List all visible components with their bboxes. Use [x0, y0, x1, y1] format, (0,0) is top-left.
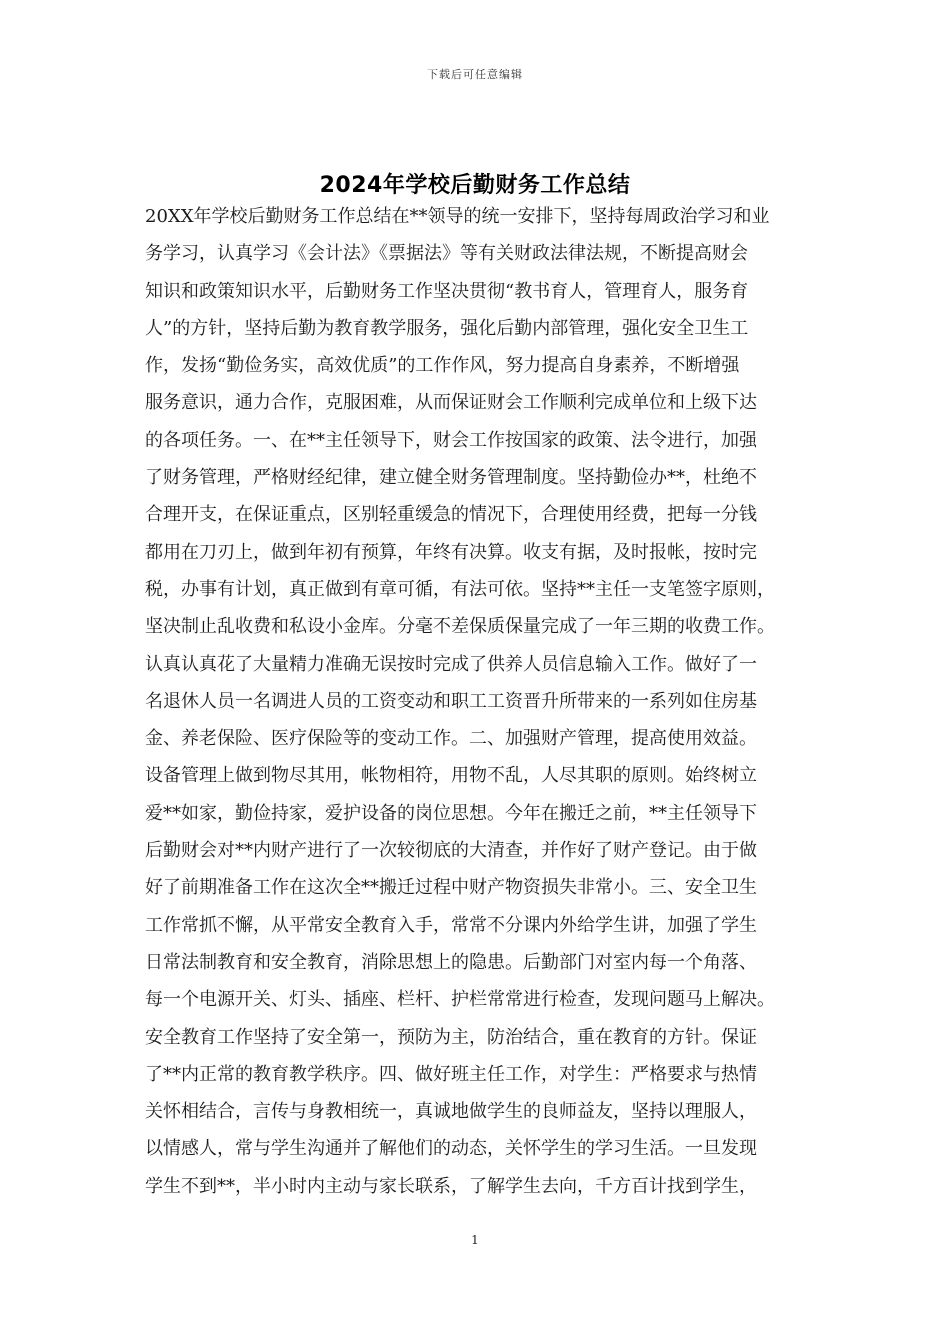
- body-line: 设备管理上做到物尽其用，帐物相符，用物不乱，人尽其职的原则。始终树立: [145, 765, 757, 787]
- body-line: 务学习，认真学习《会计法》《票据法》等有关财政法律法规，不断提高财会: [145, 243, 748, 265]
- body-line: 合理开支，在保证重点，区别轻重缓急的情况下，合理使用经费，把每一分钱: [145, 504, 757, 526]
- body-line: 都用在刀刃上，做到年初有预算，年终有决算。收支有据，及时报帐，按时完: [145, 541, 757, 563]
- body-line: 名退休人员一名调进人员的工资变动和职工工资晋升所带来的一系列如住房基: [145, 690, 757, 712]
- page-number: 1: [471, 1233, 479, 1247]
- document-body: [145, 198, 815, 1205]
- body-line: 工作常抓不懈，从平常安全教育入手，常常不分课内外给学生讲，加强了学生: [145, 914, 757, 936]
- body-line: 后勤财会对**内财产进行了一次较彻底的大清查，并作好了财产登记。由于做: [145, 840, 757, 862]
- body-line: 关怀相结合，言传与身教相统一，真诚地做学生的良师益友，坚持以理服人，: [145, 1101, 757, 1123]
- body-line: 日常法制教育和安全教育，消除思想上的隐患。后勤部门对室内每一个角落、: [145, 951, 757, 973]
- body-line: 以情感人，常与学生沟通并了解他们的动态，关怀学生的学习生活。一旦发现: [145, 1138, 757, 1160]
- document-title: 2024年学校后勤财务工作总结: [319, 172, 631, 198]
- page-header: 下载后可任意编辑: [427, 68, 523, 81]
- body-line: 金、养老保险、医疗保险等的变动工作。二、加强财产管理，提高使用效益。: [145, 728, 757, 750]
- body-line: 了**内正常的教育教学秩序。四、做好班主任工作，对学生：严格要求与热情: [145, 1063, 757, 1085]
- body-line: 人”的方针，坚持后勤为教育教学服务，强化后勤内部管理，强化安全卫生工: [145, 317, 749, 339]
- body-line: 的各项任务。一、在**主任领导下，财会工作按国家的政策、法令进行，加强: [145, 429, 757, 451]
- body-line: 好了前期准备工作在这次全**搬迁过程中财产物资损失非常小。三、安全卫生: [145, 877, 757, 899]
- body-line: 认真认真花了大量精力准确无误按时完成了供养人员信息输入工作。做好了一: [145, 653, 757, 675]
- body-line: 20XX年学校后勤财务工作总结在**领导的统一安排下，坚持每周政治学习和业: [145, 206, 770, 227]
- body-line: 服务意识，通力合作，克服困难，从而保证财会工作顺利完成单位和上级下达: [145, 392, 757, 414]
- body-line: 知识和政策知识水平，后勤财务工作坚决贯彻“教书育人，管理育人，服务育: [145, 280, 749, 302]
- body-line: 爱**如家，勤俭持家，爱护设备的岗位思想。今年在搬迁之前，**主任领导下: [145, 802, 757, 824]
- body-line: 坚决制止乱收费和私设小金库。分毫不差保质保量完成了一年三期的收费工作。: [145, 616, 775, 638]
- body-line: 每一个电源开关、灯头、插座、栏杆、护栏常常进行检查，发现问题马上解决。: [145, 989, 775, 1011]
- body-line: 学生不到**，半小时内主动与家长联系，了解学生去向，千方百计找到学生，: [145, 1175, 757, 1197]
- body-line: 了财务管理，严格财经纪律，建立健全财务管理制度。坚持勤俭办**，杜绝不: [145, 467, 757, 489]
- body-line: 税，办事有计划，真正做到有章可循，有法可依。坚持**主任一支笔签字原则，: [145, 578, 775, 600]
- body-line: 作，发扬“勤俭务实，高效优质”的工作作风，努力提高自身素养，不断增强: [145, 355, 740, 377]
- body-line: 安全教育工作坚持了安全第一，预防为主，防治结合，重在教育的方针。保证: [145, 1026, 757, 1048]
